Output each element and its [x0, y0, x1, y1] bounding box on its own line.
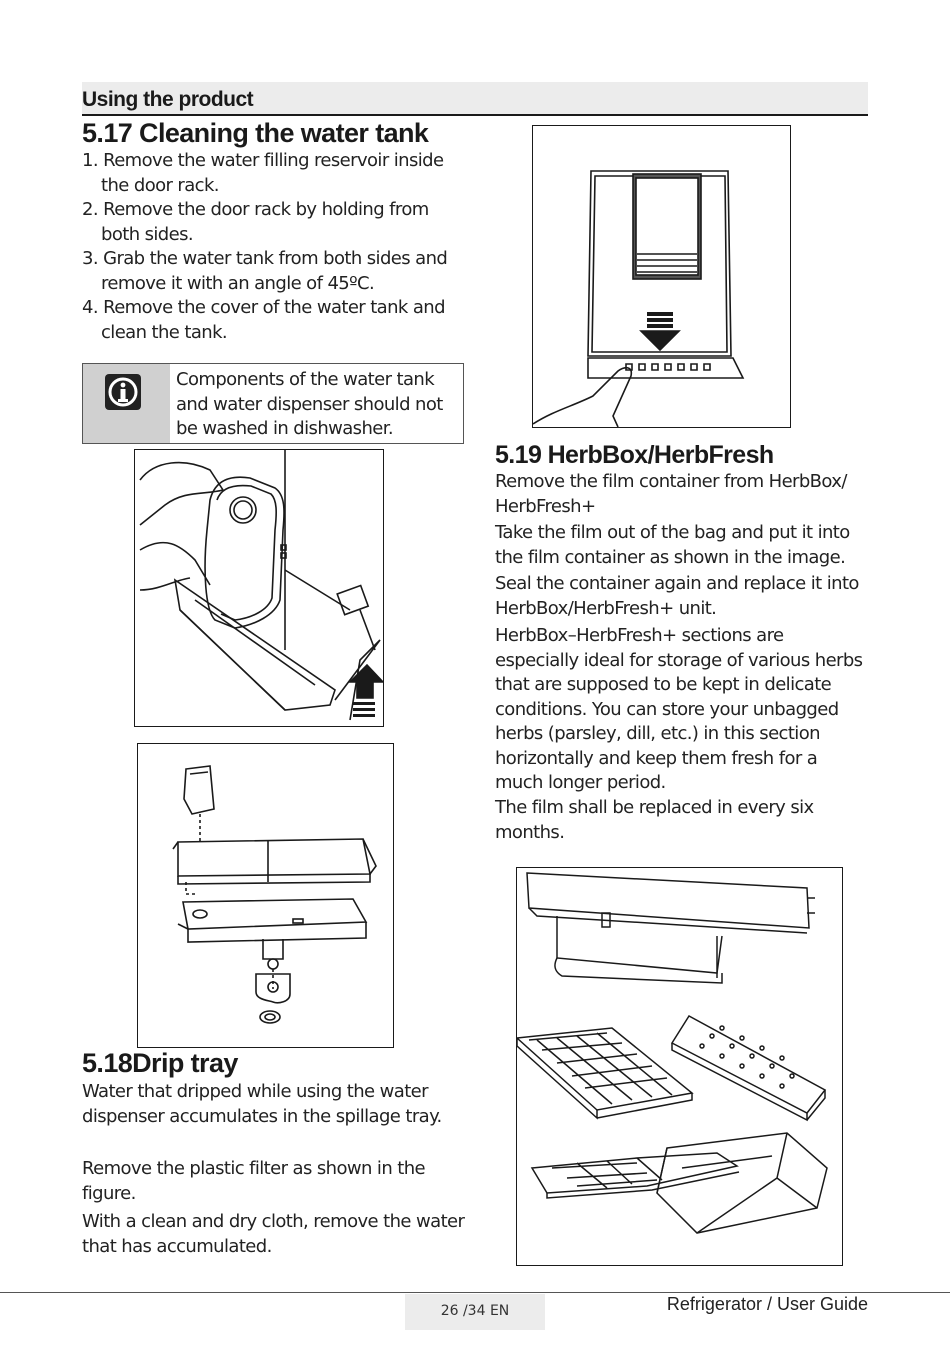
info-note-text: Components of the water tank and water dispenser should not be washed in dishwasher. — [176, 369, 443, 439]
herbbox-paragraph: HerbBox–HerbFresh+ sections are especially ideal for storage of various herbs that are supposed to be kept in delicate conditions. You can store your unbagged herbs (parsley, dill, etc.) in this section horizontally and keep them fresh for a much longer period. — [495, 625, 863, 793]
heading-5-19: 5.19 HerbBox/HerbFresh — [495, 441, 774, 469]
heading-5-17: 5.17 Cleaning the water tank — [82, 118, 429, 148]
drip-tray-paragraph: Water that dripped while using the water dispenser accumulates in the spillage tray. — [82, 1081, 442, 1127]
info-icon — [105, 374, 141, 410]
step-item: 1. Remove the water filling reservoir inside the door rack. — [82, 150, 444, 196]
info-note — [82, 363, 464, 444]
step-item: 2. Remove the door rack by holding from both sides. — [82, 199, 429, 245]
drip-tray-paragraph: Remove the plastic filter as shown in the figure. — [82, 1158, 425, 1204]
step-item: 4. Remove the cover of the water tank and clean the tank. — [82, 297, 445, 343]
figure-water-tank-removal — [134, 449, 384, 727]
cleaning-steps-list — [82, 149, 472, 345]
drip-tray-paragraph: With a clean and dry cloth, remove the water that has accumulated. — [82, 1211, 465, 1257]
step-item: 3. Grab the water tank from both sides and remove it with an angle of 45ºC. — [82, 248, 448, 294]
page-number-box — [405, 1294, 545, 1330]
page-number: 26 /34 EN — [440, 1303, 510, 1319]
herbbox-paragraph: Remove the film container from HerbBox/ HerbFresh+ — [495, 471, 847, 517]
figure-drip-tray — [532, 125, 791, 428]
herbbox-paragraph: Seal the container again and replace it into HerbBox/HerbFresh+ unit. — [495, 573, 859, 619]
footer-divider — [0, 1292, 950, 1293]
herbbox-paragraph: The film shall be replaced in every six months. — [495, 797, 814, 843]
herbbox-paragraph: Take the film out of the bag and put it into the film container as shown in the image. — [495, 522, 850, 568]
figure-herbbox — [516, 867, 843, 1266]
section-header — [82, 82, 868, 116]
section-header-title: Using the product — [82, 88, 254, 111]
figure-water-tank-exploded — [137, 743, 394, 1048]
footer-guide-title: Refrigerator / User Guide — [666, 1294, 868, 1314]
heading-5-18: 5.18Drip tray — [82, 1048, 238, 1078]
